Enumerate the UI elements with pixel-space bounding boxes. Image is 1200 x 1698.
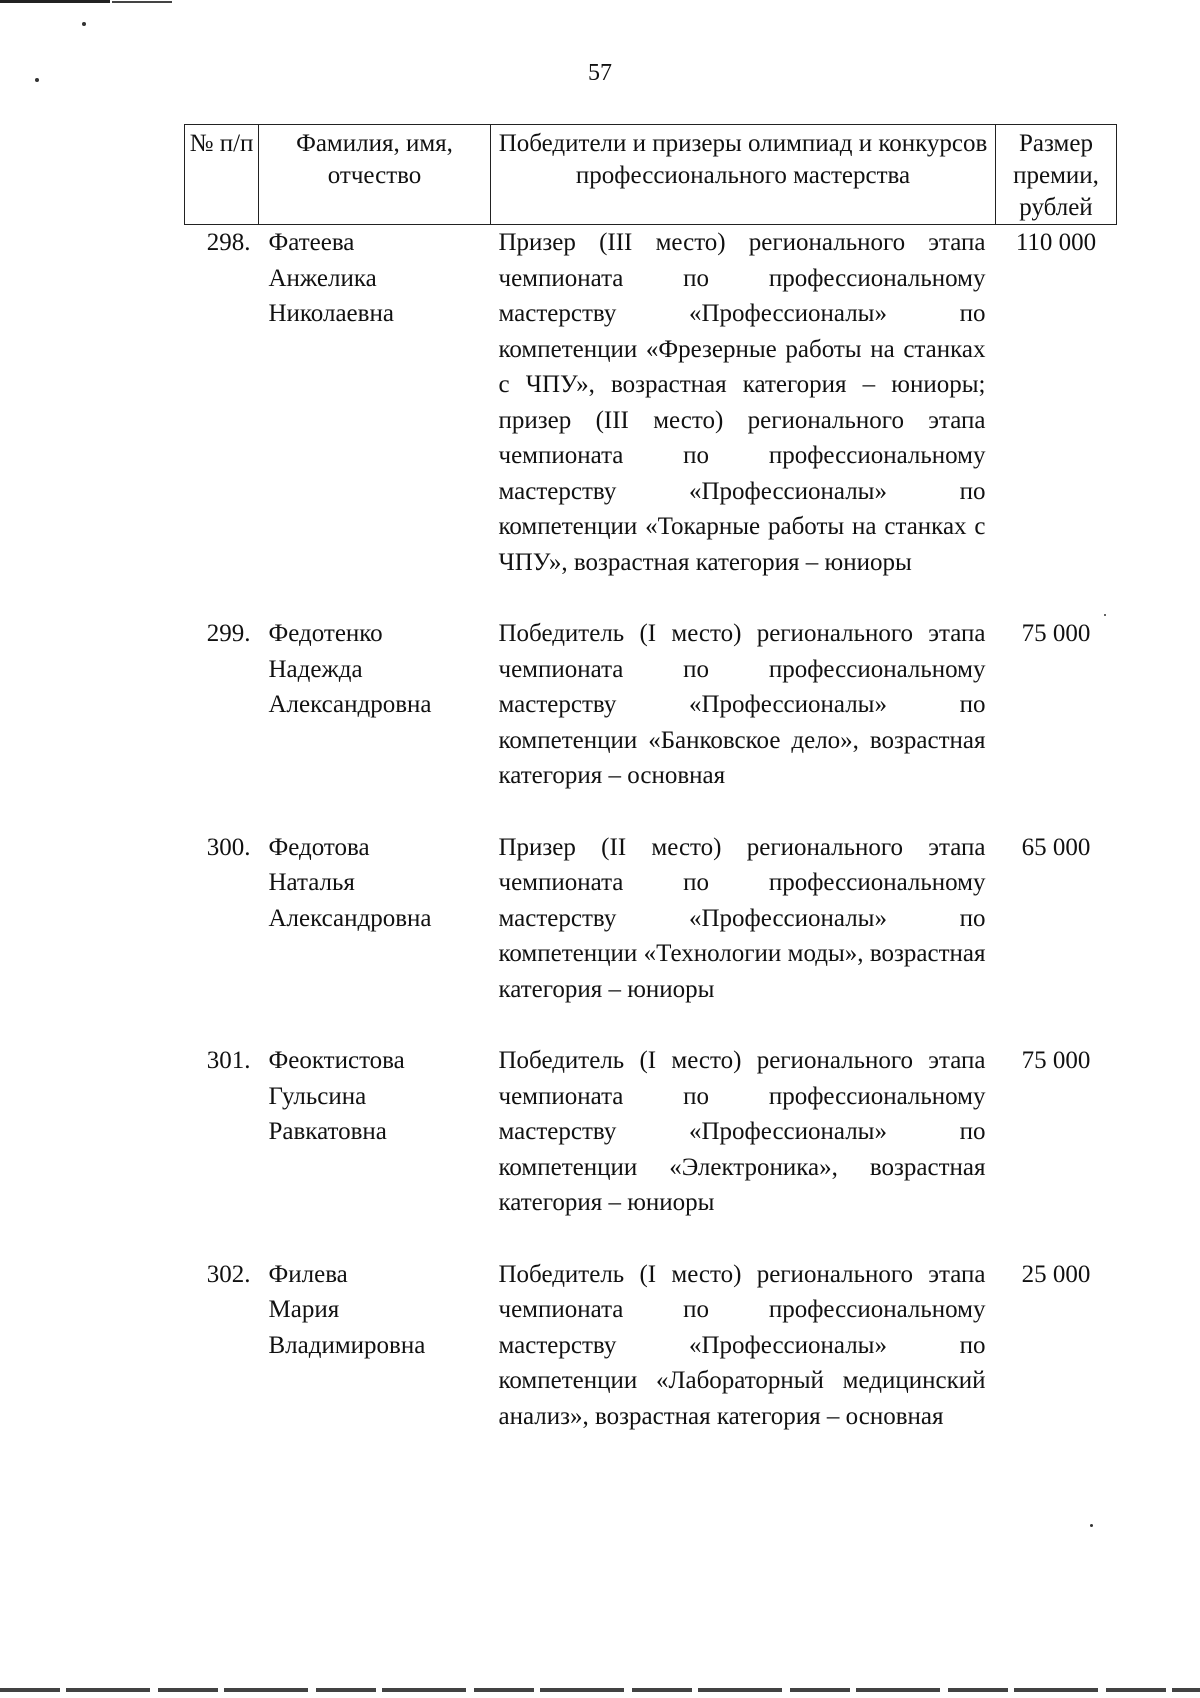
patronymic: Николаевна bbox=[268, 300, 394, 327]
row-number: 299. bbox=[206, 620, 251, 647]
header-award-amount: Размер премии, рублей bbox=[996, 125, 1117, 225]
table-header-row bbox=[185, 125, 1117, 225]
full-name bbox=[259, 225, 491, 617]
award-amount: 75 000 bbox=[1021, 1047, 1091, 1074]
award-amount: 110 000 bbox=[1015, 229, 1097, 256]
table-row bbox=[185, 225, 1117, 617]
full-name bbox=[259, 1043, 491, 1257]
award-amount: 65 000 bbox=[1021, 833, 1091, 861]
first-name: Надежда bbox=[268, 655, 363, 683]
patronymic: Владимировна bbox=[268, 1331, 426, 1359]
achievement-description: Призер (II место) регионального этапа чемпионата по профессиональному мастерству «Профессионалы» по компетенции «Технологии моды», возрастная категория – юниоры bbox=[498, 833, 986, 1003]
full-name bbox=[259, 616, 491, 830]
scan-artifact-top bbox=[112, 1, 172, 3]
header-number: № п/п bbox=[185, 125, 259, 225]
table-row bbox=[185, 616, 1117, 830]
header-full-name: Фамилия, имя, отчество bbox=[259, 125, 491, 225]
awards-table bbox=[184, 124, 1117, 1434]
achievement-description: Победитель (I место) регионального этапа чемпионата по профессиональному мастерству «Профессионалы» по компетенции «Электроника», возрастная категория – юниоры bbox=[498, 1047, 986, 1216]
surname: Фатеева bbox=[268, 229, 355, 256]
scan-speck bbox=[82, 22, 86, 26]
row-number: 300. bbox=[206, 833, 251, 861]
page-number: 57 bbox=[588, 60, 612, 86]
surname: Филева bbox=[268, 1260, 348, 1288]
full-name bbox=[259, 830, 491, 1044]
first-name: Мария bbox=[268, 1296, 340, 1323]
achievement-description: Победитель (I место) регионального этапа чемпионата по профессиональному мастерству «Профессионалы» по компетенции «Лабораторный медицинский анализ», возрастная категория – основная bbox=[498, 1260, 986, 1430]
patronymic: Александровна bbox=[268, 904, 432, 932]
first-name: Анжелика bbox=[268, 264, 377, 292]
surname: Феоктистова bbox=[268, 1047, 405, 1074]
patronymic: Александровна bbox=[268, 691, 432, 718]
table-row bbox=[185, 1043, 1117, 1257]
achievement-description: Победитель (I место) регионального этапа чемпионата по профессиональному мастерству «Профессионалы» по компетенции «Банковское дело», возрастная категория – основная bbox=[498, 620, 986, 789]
surname: Федотенко bbox=[268, 620, 383, 647]
row-number: 301. bbox=[206, 1047, 251, 1074]
scan-speck bbox=[1090, 1524, 1093, 1527]
row-number: 302. bbox=[206, 1260, 251, 1288]
achievement-description: Призер (III место) регионального этапа чемпионата по профессиональному мастерству «Профессионалы» по компетенции «Фрезерные работы на станках с ЧПУ», возрастная категория – юниоры; призер (III место) регионального этапа чемпионата по профессиональному мастерству «Профессионалы» по компетенции «Токарные работы на станках с ЧПУ», возрастная категория – юниоры bbox=[498, 229, 986, 576]
first-name: Гульсина bbox=[268, 1082, 367, 1110]
surname: Федотова bbox=[268, 833, 370, 861]
scan-artifact-top bbox=[0, 0, 110, 3]
table-row bbox=[185, 830, 1117, 1044]
table-row bbox=[185, 1257, 1117, 1435]
full-name bbox=[259, 1257, 491, 1435]
row-number: 298. bbox=[206, 229, 251, 256]
award-amount: 75 000 bbox=[1021, 620, 1091, 647]
first-name: Наталья bbox=[268, 869, 355, 896]
scan-artifact-bottom bbox=[0, 1688, 1200, 1692]
header-achievement: Победители и призеры олимпиад и конкурсов профессионального мастерства bbox=[491, 125, 996, 225]
patronymic: Равкатовна bbox=[268, 1118, 387, 1145]
award-amount: 25 000 bbox=[1021, 1260, 1091, 1288]
